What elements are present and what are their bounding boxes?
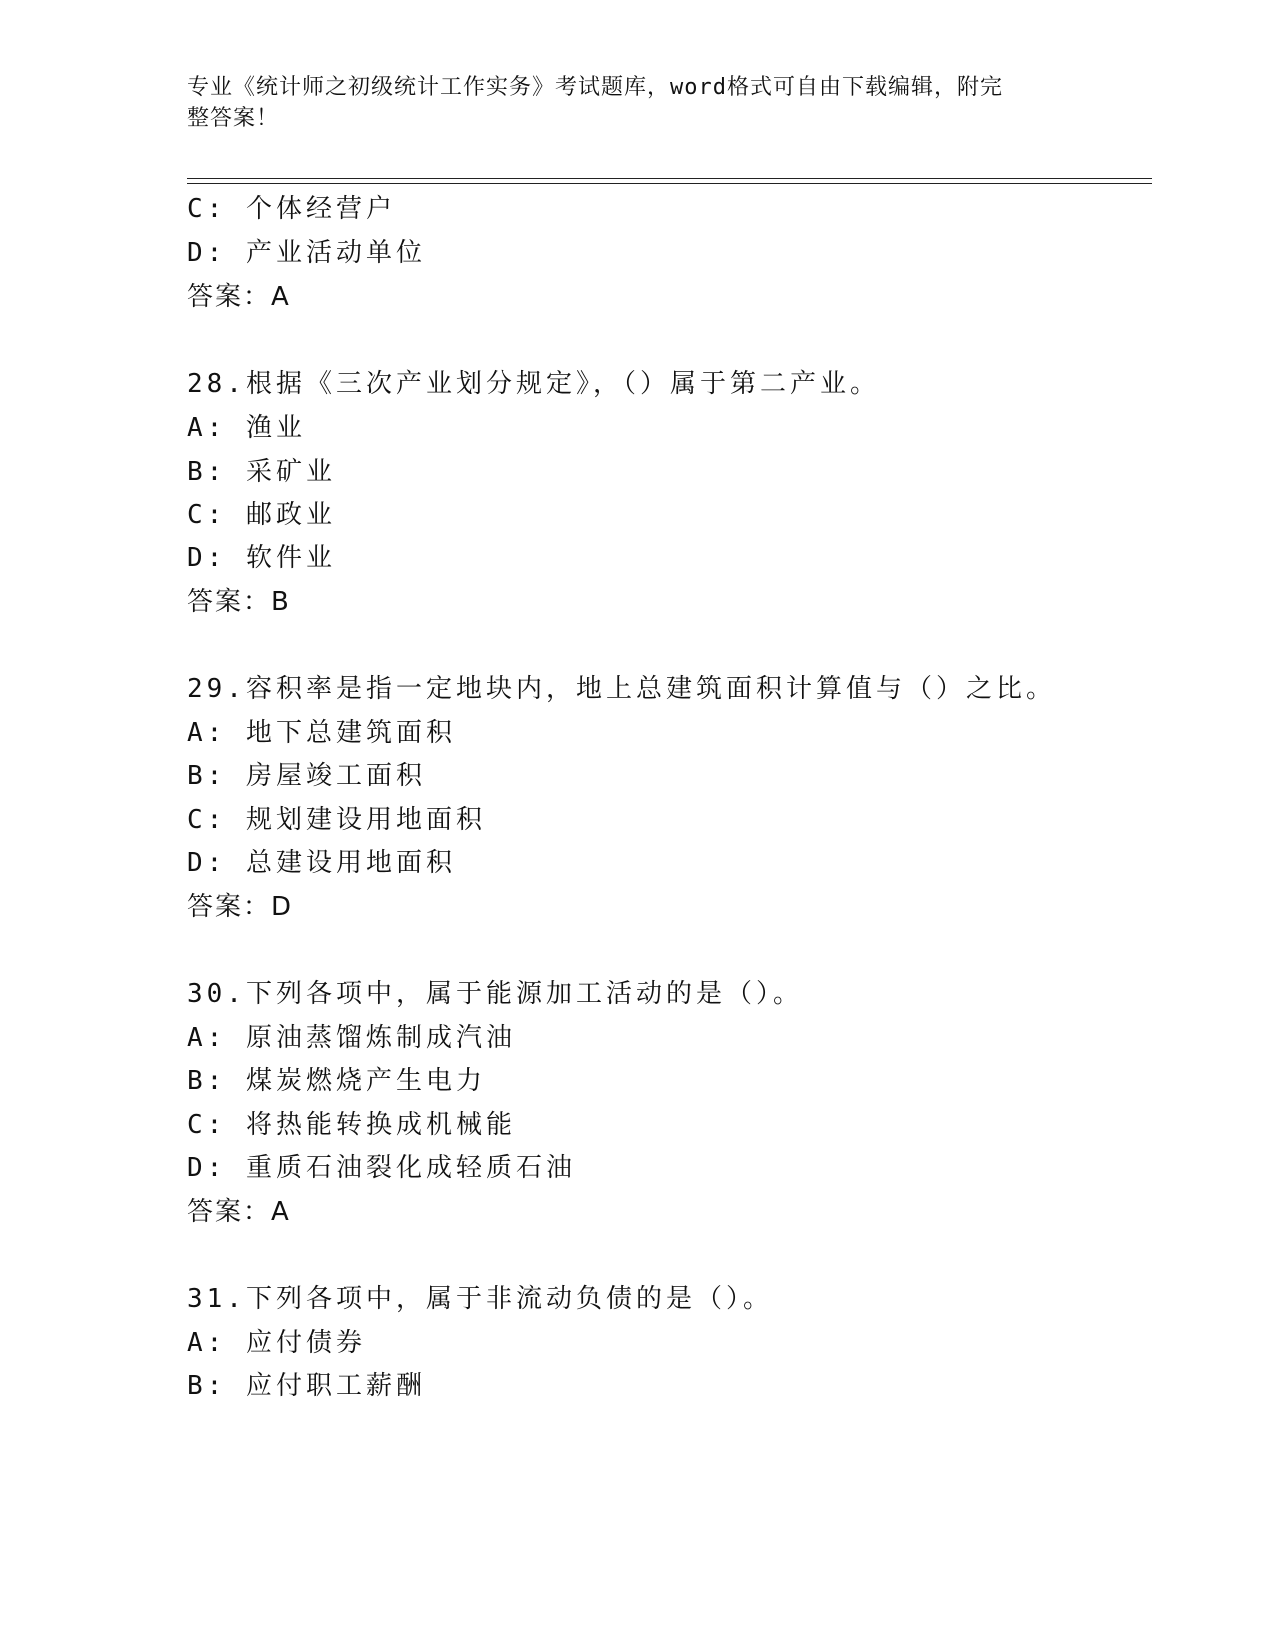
option-c: C: 将热能转换成机械能 (187, 1110, 516, 1140)
option-a: A: 应付债券 (187, 1328, 366, 1358)
answer: 答案：A (187, 1197, 291, 1227)
option-b: B: 煤炭燃烧产生电力 (187, 1066, 486, 1096)
option-a: A: 原油蒸馏炼制成汽油 (187, 1023, 516, 1053)
document-header (187, 72, 1067, 134)
option-a: A: 地下总建筑面积 (187, 718, 456, 748)
question-stem: 30.下列各项中，属于能源加工活动的是（）。 (187, 979, 803, 1009)
answer: 答案：D (187, 892, 294, 922)
question-stem: 31.下列各项中，属于非流动负债的是（）。 (187, 1284, 773, 1314)
answer: 答案：A (187, 282, 291, 312)
question-stem: 29.容积率是指一定地块内，地上总建筑面积计算值与（）之比。 (187, 674, 1056, 704)
option-b: B: 应付职工薪酬 (187, 1371, 426, 1401)
header-line-2: 整答案！ (187, 106, 280, 131)
option-c: C: 个体经营户 (187, 194, 396, 224)
option-c: C: 邮政业 (187, 500, 336, 530)
option-a: A: 渔业 (187, 413, 306, 443)
header-rule-bottom (187, 183, 1152, 184)
option-d: D: 软件业 (187, 543, 336, 573)
option-c: C: 规划建设用地面积 (187, 805, 486, 835)
option-b: B: 采矿业 (187, 457, 336, 487)
option-d: D: 总建设用地面积 (187, 848, 456, 878)
header-rule-top (187, 178, 1152, 179)
option-b: B: 房屋竣工面积 (187, 761, 426, 791)
answer: 答案：B (187, 587, 291, 617)
question-stem: 28.根据《三次产业划分规定》，（）属于第二产业。 (187, 369, 880, 399)
option-d: D: 重质石油裂化成轻质石油 (187, 1153, 576, 1183)
header-line-1: 专业《统计师之初级统计工作实务》考试题库，word格式可自由下载编辑，附完 (187, 75, 1003, 100)
option-d: D: 产业活动单位 (187, 238, 426, 268)
